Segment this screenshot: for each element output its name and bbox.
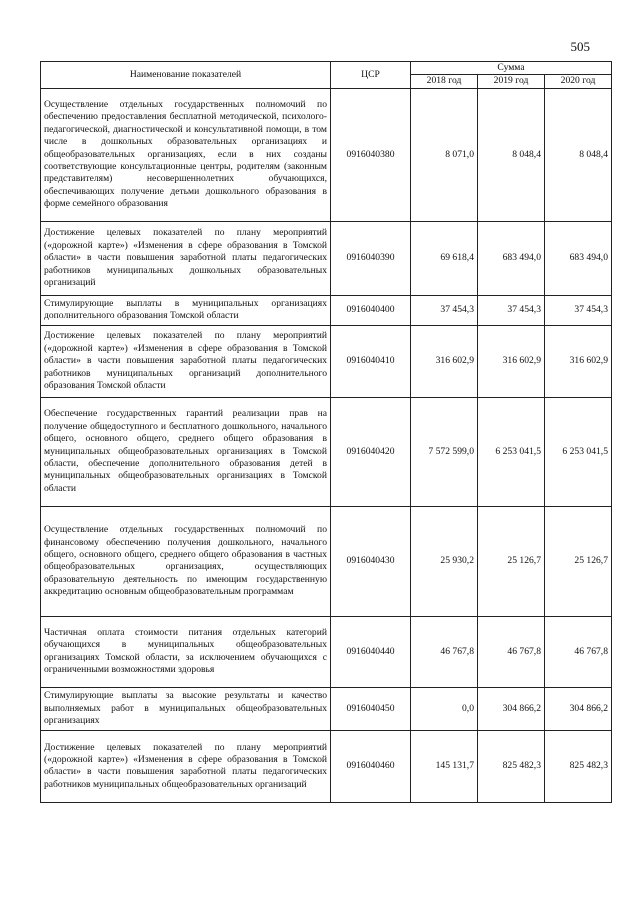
- row-2018: 69 618,4: [411, 221, 478, 295]
- header-sum: Сумма: [411, 62, 612, 75]
- row-2019: 46 767,8: [478, 616, 545, 687]
- row-csr: 0916040390: [331, 221, 411, 295]
- row-name: Достижение целевых показателей по плану мероприятий («дорожной карте») «Изменения в сфере образования в Томской области» в части повышения заработной платы педагогических работников муниципальных общеобразовательных организаций: [41, 730, 331, 802]
- row-csr: 0916040450: [331, 687, 411, 730]
- row-2020: 37 454,3: [545, 295, 612, 325]
- row-csr: 0916040460: [331, 730, 411, 802]
- header-name: Наименование показателей: [41, 62, 331, 89]
- table-row: [41, 687, 612, 730]
- row-2018: 145 131,7: [411, 730, 478, 802]
- row-2019: 316 602,9: [478, 325, 545, 397]
- row-2019: 8 048,4: [478, 88, 545, 221]
- row-2019: 825 482,3: [478, 730, 545, 802]
- header-year-2019: 2019 год: [478, 75, 545, 88]
- row-2018: 37 454,3: [411, 295, 478, 325]
- row-name: Стимулирующие выплаты за высокие результаты и качество выполняемых работ в муниципальных общеобразовательных организациях: [41, 687, 331, 730]
- row-2020: 8 048,4: [545, 88, 612, 221]
- table-row: [41, 730, 612, 802]
- table-row: [41, 88, 612, 221]
- table-row: [41, 325, 612, 397]
- header-year-2018: 2018 год: [411, 75, 478, 88]
- table-row: [41, 616, 612, 687]
- row-csr: 0916040430: [331, 506, 411, 616]
- row-2019: 6 253 041,5: [478, 397, 545, 506]
- row-2020: 683 494,0: [545, 221, 612, 295]
- row-2020: 316 602,9: [545, 325, 612, 397]
- row-csr: 0916040380: [331, 88, 411, 221]
- header-year-2020: 2020 год: [545, 75, 612, 88]
- row-2020: 6 253 041,5: [545, 397, 612, 506]
- row-2019: 25 126,7: [478, 506, 545, 616]
- row-csr: 0916040420: [331, 397, 411, 506]
- table-row: [41, 397, 612, 506]
- table-header: [41, 62, 612, 89]
- row-2018: 0,0: [411, 687, 478, 730]
- row-name: Осуществление отдельных государственных полномочий по обеспечению предоставления бесплатной методической, психолого-педагогической, диагностической и консультативной помощи, в том числе в дошкольных образовательных организациях и общеобразовательных организациях, если в них созданы соответствующие консультационные центры, родителям (законным представителям) несовершеннолетних обучающихся, обеспечивающих получение детьми дошкольного образования в форме семейного образования: [41, 88, 331, 221]
- row-name: Частичная оплата стоимости питания отдельных категорий обучающихся в муниципальных общеобразовательных организациях Томской области, за исключением обучающихся с ограниченными возможностями здоровья: [41, 616, 331, 687]
- header-csr: ЦСР: [331, 62, 411, 89]
- row-name: Обеспечение государственных гарантий реализации прав на получение общедоступного и бесплатного дошкольного, начального общего, основного общего, среднего общего образования в муниципальных общеобразовательных организациях в Томской области, обеспечение дополнительного образования детей в муниципальных общеобразовательных организациях в Томской области: [41, 397, 331, 506]
- row-csr: 0916040410: [331, 325, 411, 397]
- row-2018: 7 572 599,0: [411, 397, 478, 506]
- table-row: [41, 506, 612, 616]
- page-number: 505: [570, 39, 590, 54]
- budget-table: [40, 61, 612, 803]
- table-row: [41, 295, 612, 325]
- table-row: [41, 221, 612, 295]
- row-2018: 316 602,9: [411, 325, 478, 397]
- row-name: Осуществление отдельных государственных полномочий по финансовому обеспечению получения дошкольного, начального общего, основного общего, среднего общего образования в частных общеобразовательных организациях, осуществляющих образовательную деятельность по имеющим государственную аккредитацию основным общеобразовательным программам: [41, 506, 331, 616]
- row-2018: 46 767,8: [411, 616, 478, 687]
- row-2020: 825 482,3: [545, 730, 612, 802]
- row-2018: 25 930,2: [411, 506, 478, 616]
- row-2019: 304 866,2: [478, 687, 545, 730]
- row-name: Достижение целевых показателей по плану мероприятий («дорожной карте») «Изменения в сфере образования в Томской области» в части повышения заработной платы педагогических работников муниципальных дошкольных образовательных организаций: [41, 221, 331, 295]
- row-csr: 0916040400: [331, 295, 411, 325]
- row-2020: 304 866,2: [545, 687, 612, 730]
- row-2018: 8 071,0: [411, 88, 478, 221]
- header-row: [41, 62, 612, 75]
- row-name: Стимулирующие выплаты в муниципальных организациях дополнительного образования Томской области: [41, 295, 331, 325]
- row-2020: 46 767,8: [545, 616, 612, 687]
- row-2019: 37 454,3: [478, 295, 545, 325]
- row-name: Достижение целевых показателей по плану мероприятий («дорожной карте») «Изменения в сфере образования в Томской области» в части повышения заработной платы педагогических работников муниципальных организаций дополнительного образования Томской области: [41, 325, 331, 397]
- row-2020: 25 126,7: [545, 506, 612, 616]
- row-2019: 683 494,0: [478, 221, 545, 295]
- row-csr: 0916040440: [331, 616, 411, 687]
